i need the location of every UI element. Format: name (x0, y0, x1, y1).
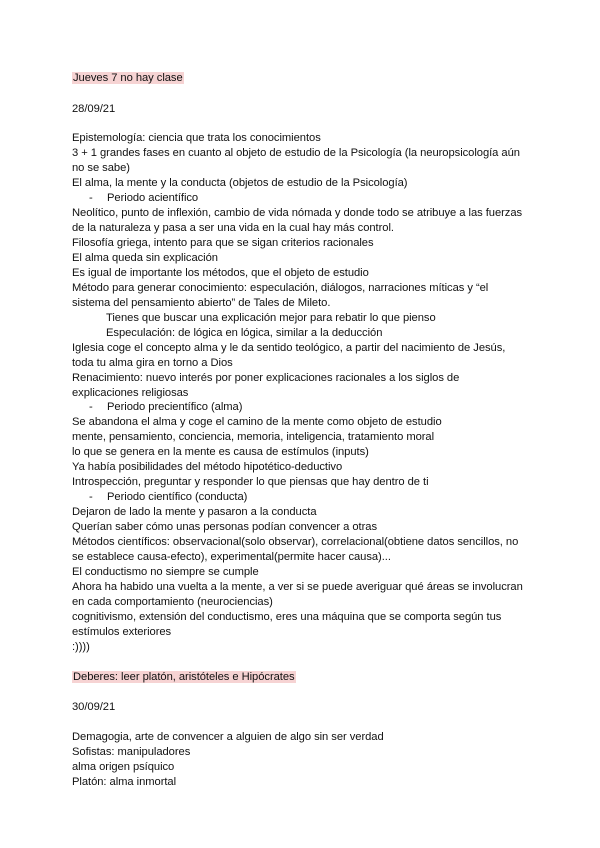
indented-line: Especulación: de lógica en lógica, similar a la deducción (106, 327, 383, 339)
text-line: alma origen psíquico (72, 761, 175, 773)
text-line: 3 + 1 grandes fases en cuanto al objeto de estudio de la Psicología (la neuropsicología aún (72, 147, 520, 159)
text-line: lo que se genera en la mente es causa de estímulos (inputs) (72, 446, 369, 458)
bullet-dash: - (89, 491, 93, 503)
text-line: Renacimiento: nuevo interés por poner explicaciones racionales a los siglos de (72, 372, 460, 384)
date-label: 30/09/21 (72, 701, 116, 713)
text-line: sistema del pensamiento abierto” de Tales de Mileto. (72, 297, 331, 309)
text-line: Introspección, preguntar y responder lo que piensas que hay dentro de ti (72, 476, 429, 488)
bullet-dash: - (89, 192, 93, 204)
text-line: Es igual de importante los métodos, que el objeto de estudio (72, 267, 369, 279)
text-line: Epistemología: ciencia que trata los conocimientos (72, 132, 321, 144)
text-line: toda tu alma gira en torno a Dios (72, 357, 233, 369)
text-line: mente, pensamiento, conciencia, memoria, inteligencia, tratamiento moral (72, 431, 435, 443)
text-line: Platón: alma inmortal (72, 776, 177, 788)
bullet-dash: - (89, 401, 93, 413)
bullet-item: Periodo acientífico (107, 192, 199, 204)
indented-line: Tienes que buscar una explicación mejor para rebatir lo que pienso (106, 312, 436, 324)
text-line: Dejaron de lado la mente y pasaron a la conducta (72, 506, 317, 518)
text-line: Iglesia coge el concepto alma y le da sentido teológico, a partir del nacimiento de Jesús, (72, 342, 506, 354)
text-line: de la naturaleza y pasa a ser una vida en la cual hay más control. (72, 222, 394, 234)
note-heading (72, 71, 184, 86)
text-line: El alma, la mente y la conducta (objetos de estudio de la Psicología) (72, 177, 408, 189)
text-line: El conductismo no siempre se cumple (72, 566, 259, 578)
text-line: Se abandona el alma y coge el camino de la mente como objeto de estudio (72, 416, 442, 428)
text-line: Ya había posibilidades del método hipotético-deductivo (72, 461, 343, 473)
homework-heading (72, 670, 296, 685)
highlighted-text: Deberes: leer platón, aristóteles e Hipócrates (73, 671, 295, 683)
text-line: explicaciones religiosas (72, 387, 189, 399)
highlighted-text: Jueves 7 no hay clase (73, 72, 183, 84)
text-line: :)))) (72, 641, 90, 653)
text-line: cognitivismo, extensión del conductismo, eres una máquina que se comporta según tus (72, 611, 502, 623)
bullet-item: Periodo científico (conducta) (107, 491, 248, 503)
text-line: Ahora ha habido una vuelta a la mente, a ver si se puede averiguar qué áreas se involucran (72, 581, 523, 593)
text-line: Método para generar conocimiento: especulación, diálogos, narraciones míticas y “el (72, 282, 489, 294)
text-line: Neolítico, punto de inflexión, cambio de vida nómada y donde todo se atribuye a las fuerzas (72, 207, 523, 219)
text-line: Demagogia, arte de convencer a alguien de algo sin ser verdad (72, 731, 384, 743)
text-line: Sofistas: manipuladores (72, 746, 191, 758)
text-line: Métodos científicos: observacional(solo observar), correlacional(obtiene datos sencillos, no (72, 536, 519, 548)
text-line: Filosofía griega, intento para que se sigan criterios racionales (72, 237, 374, 249)
bullet-item: Periodo precientífico (alma) (107, 401, 243, 413)
date-label: 28/09/21 (72, 103, 116, 115)
text-line: estímulos exteriores (72, 626, 172, 638)
text-line: no se sabe) (72, 162, 130, 174)
text-line: se establece causa-efecto), experimental(permite hacer causa)... (72, 551, 391, 563)
text-line: Querían saber cómo unas personas podían convencer a otras (72, 521, 377, 533)
text-line: en cada comportamiento (neurociencias) (72, 596, 273, 608)
text-line: El alma queda sin explicación (72, 252, 218, 264)
